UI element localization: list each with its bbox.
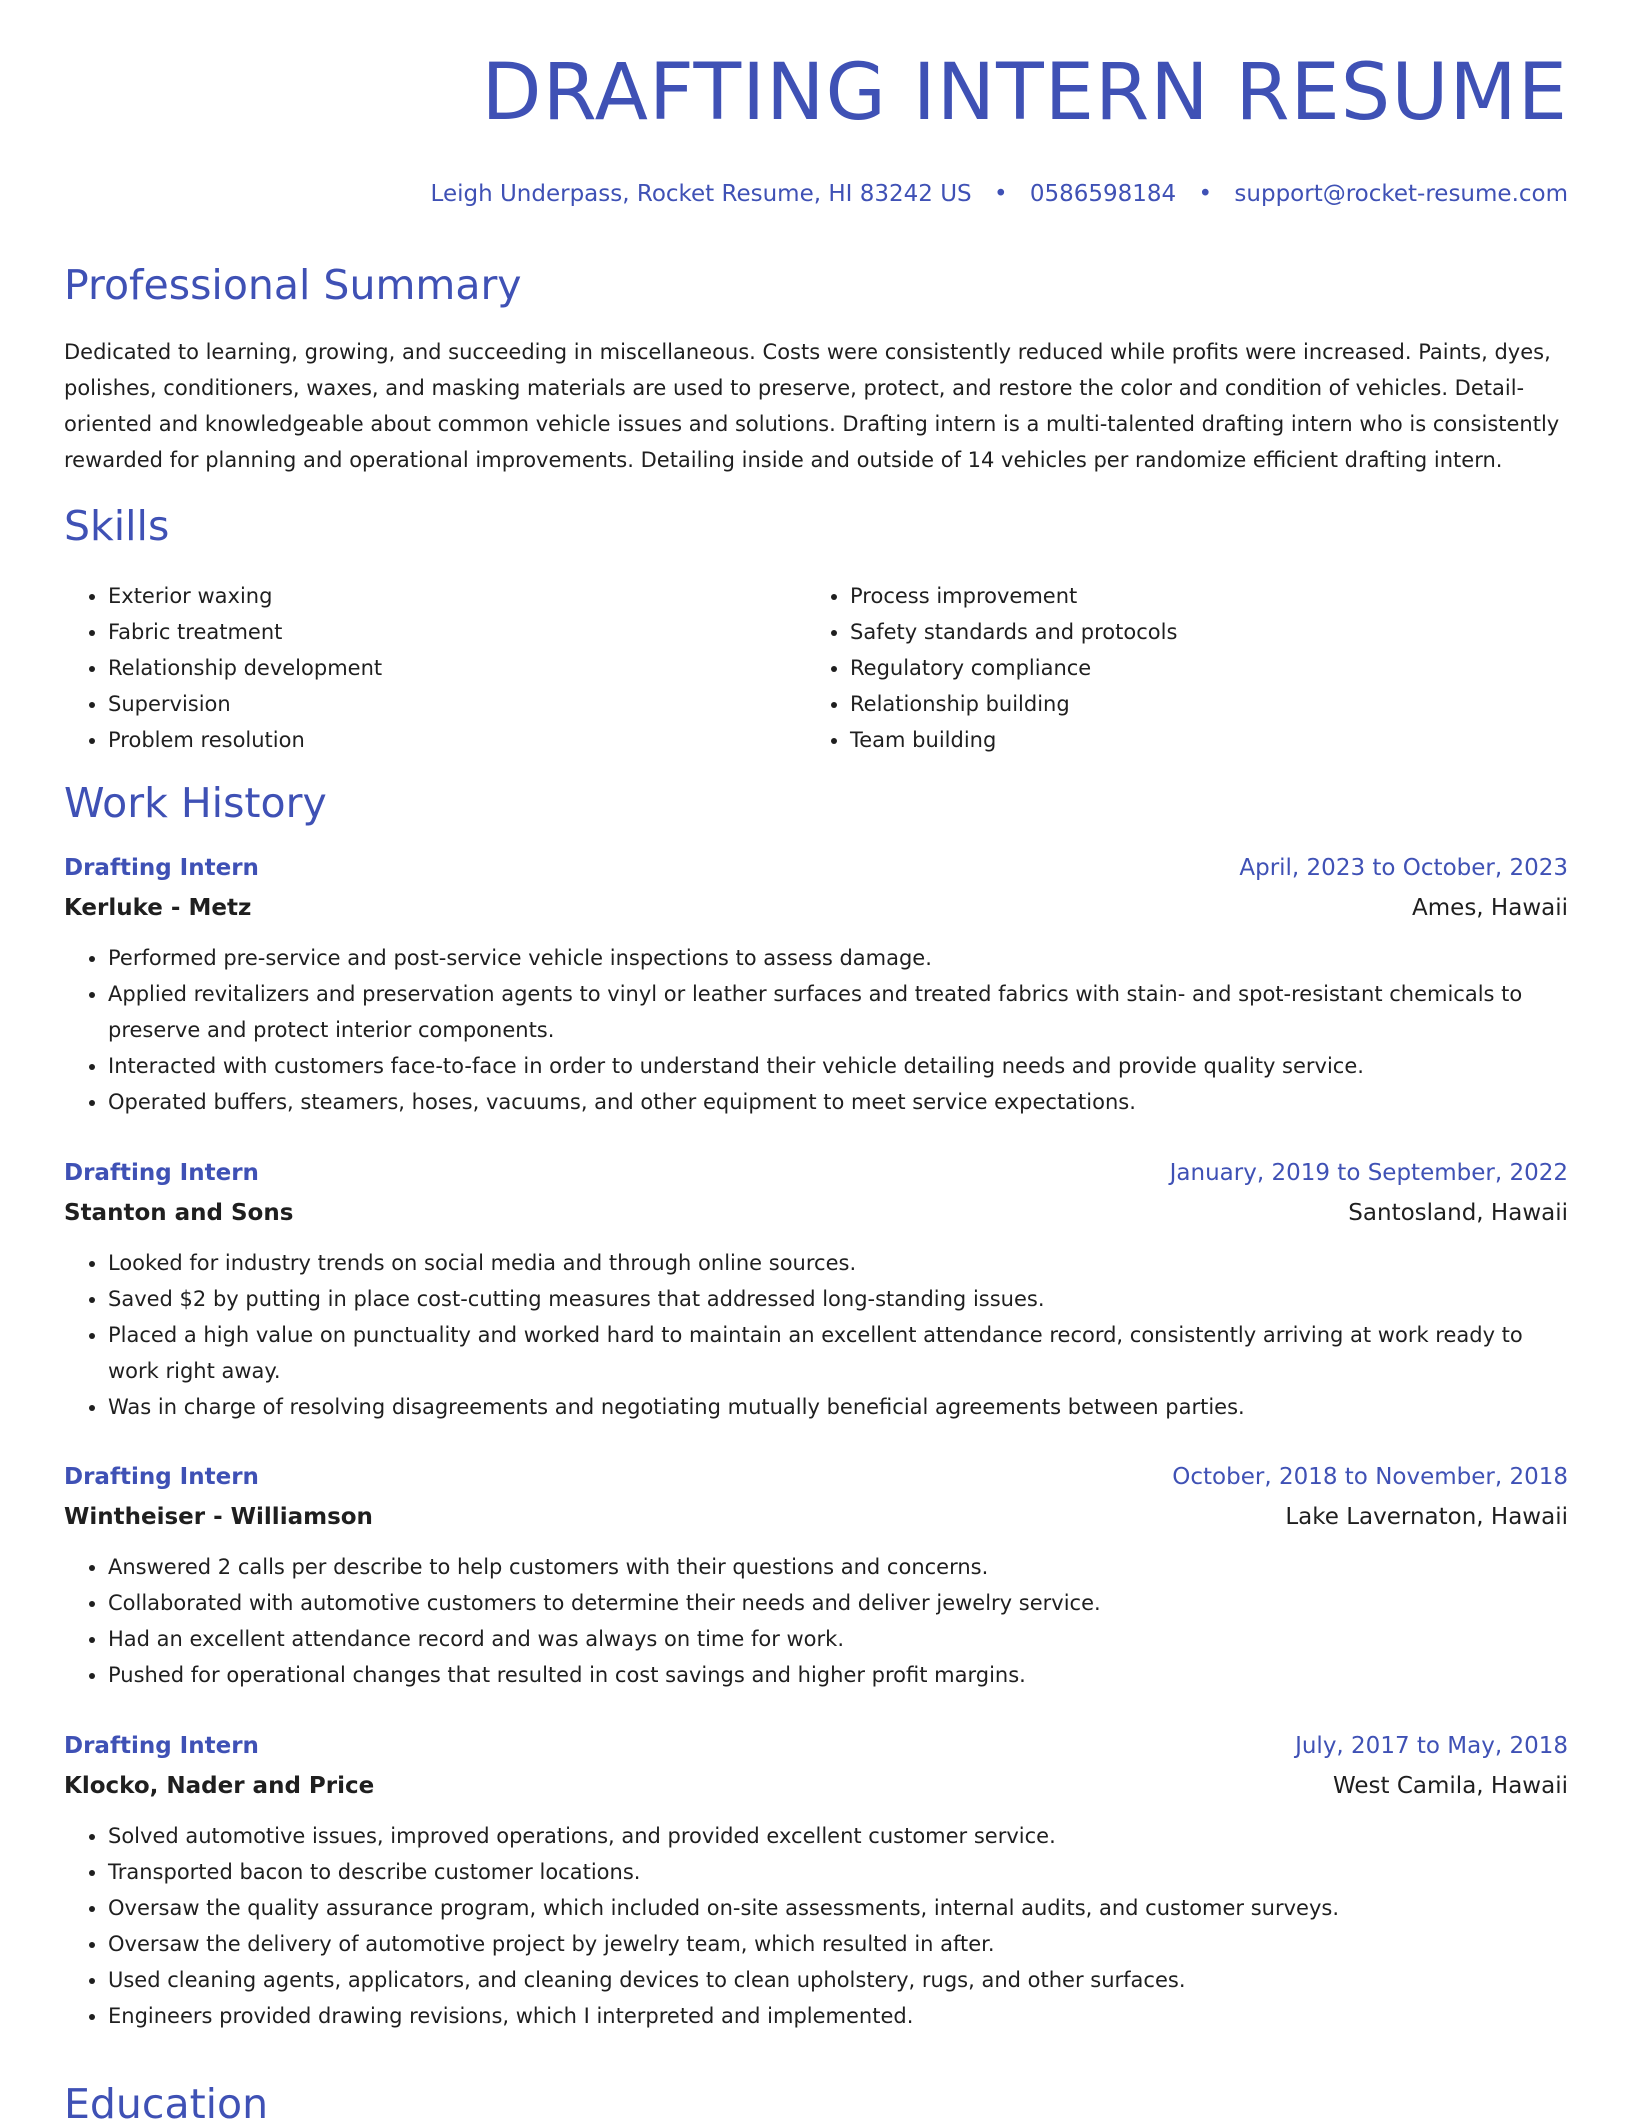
job-bullet: • Transported bacon to describe customer locations.	[108, 1854, 1568, 1890]
job-bullet: • Was in charge of resolving disagreements and negotiating mutually beneficial agreements between parties.	[108, 1389, 1568, 1425]
job-dates: April, 2023 to October, 2023	[1239, 855, 1568, 881]
skill-item: • Exterior waxing	[108, 578, 806, 614]
job-location: Ames, Hawaii	[1412, 895, 1568, 921]
job-title: Drafting Intern	[64, 1160, 259, 1186]
work-history-heading: Work History	[64, 779, 327, 827]
skill-item: • Fabric treatment	[108, 614, 806, 650]
company-name: Stanton and Sons	[64, 1200, 294, 1226]
skills-column-left	[64, 578, 806, 758]
job-bullet: • Answered 2 calls per describe to help customers with their questions and concerns.	[108, 1549, 1568, 1585]
contact-line	[431, 181, 1568, 209]
skill-item: • Relationship building	[850, 686, 1548, 722]
job-location: Lake Lavernaton, Hawaii	[1285, 1504, 1568, 1530]
skill-item: • Process improvement	[850, 578, 1548, 614]
separator-dot: •	[993, 181, 1008, 207]
job-title: Drafting Intern	[64, 1733, 259, 1759]
job-bullet: • Oversaw the delivery of automotive project by jewelry team, which resulted in after.	[108, 1926, 1568, 1962]
job-bullet: • Collaborated with automotive customers to determine their needs and deliver jewelry service.	[108, 1585, 1568, 1621]
email-address: support@rocket-resume.com	[1234, 181, 1568, 207]
job-bullet: • Interacted with customers face-to-face in order to understand their vehicle detailing needs and provide quality service.	[108, 1048, 1568, 1084]
skills-column-right	[806, 578, 1548, 758]
job-dates: October, 2018 to November, 2018	[1172, 1464, 1568, 1490]
job-bullet: • Placed a high value on punctuality and worked hard to maintain an excellent attendance record, consistently arriving at work ready to work right away.	[108, 1317, 1568, 1389]
job-bullet: • Performed pre-service and post-service vehicle inspections to assess damage.	[108, 940, 1568, 976]
job-title: Drafting Intern	[64, 1464, 259, 1490]
skill-item: • Supervision	[108, 686, 806, 722]
separator-dot: •	[1198, 181, 1213, 207]
job-bullets	[64, 1245, 1568, 1425]
skill-item: • Regulatory compliance	[850, 650, 1548, 686]
job-title: Drafting Intern	[64, 855, 259, 881]
job-dates: January, 2019 to September, 2022	[1169, 1160, 1568, 1186]
job-bullets	[64, 1549, 1568, 1693]
skill-item: • Team building	[850, 722, 1548, 758]
resume-title: DRAFTING INTERN RESUME	[481, 48, 1568, 138]
job-entry	[64, 848, 1568, 1120]
phone-number: 0586598184	[1029, 181, 1177, 207]
job-entry	[64, 1457, 1568, 1693]
job-bullet: • Solved automotive issues, improved operations, and provided excellent customer service.	[108, 1818, 1568, 1854]
skill-item: • Problem resolution	[108, 722, 806, 758]
job-bullet: • Looked for industry trends on social media and through online sources.	[108, 1245, 1568, 1281]
summary-heading: Professional Summary	[64, 261, 522, 309]
job-entry	[64, 1726, 1568, 2034]
job-bullet: • Applied revitalizers and preservation agents to vinyl or leather surfaces and treated fabrics with stain- and spot-resistant chemicals to preserve and protect interior components.	[108, 976, 1568, 1048]
job-entry	[64, 1153, 1568, 1425]
company-name: Wintheiser - Williamson	[64, 1504, 373, 1530]
skills-heading: Skills	[64, 502, 170, 550]
job-bullet: • Saved $2 by putting in place cost-cutting measures that addressed long-standing issues.	[108, 1281, 1568, 1317]
job-bullet: • Pushed for operational changes that resulted in cost savings and higher profit margins.	[108, 1657, 1568, 1693]
job-bullet: • Had an excellent attendance record and was always on time for work.	[108, 1621, 1568, 1657]
company-name: Kerluke - Metz	[64, 895, 252, 921]
company-name: Klocko, Nader and Price	[64, 1773, 375, 1799]
skill-item: • Relationship development	[108, 650, 806, 686]
summary-text: Dedicated to learning, growing, and succeeding in miscellaneous. Costs were consistently reduced while profits were increased. Paints, dyes, polishes, conditioners, waxes, and masking materials are used to preserve, protect, and restore the color and condition of vehicles. Detail-oriented and knowledgeable about common vehicle issues and solutions. Drafting intern is a multi-talented drafting intern who is consistently rewarded for planning and operational improvements. Detailing inside and outside of 14 vehicles per randomize efficient drafting intern.	[64, 340, 1560, 472]
job-location: West Camila, Hawaii	[1333, 1773, 1568, 1799]
skill-item: • Safety standards and protocols	[850, 614, 1548, 650]
address: Leigh Underpass, Rocket Resume, HI 83242 US	[430, 181, 972, 207]
job-bullets	[64, 940, 1568, 1120]
job-bullet: • Used cleaning agents, applicators, and cleaning devices to clean upholstery, rugs, and other surfaces.	[108, 1962, 1568, 1998]
job-location: Santosland, Hawaii	[1348, 1200, 1568, 1226]
job-bullet: • Oversaw the quality assurance program, which included on-site assessments, internal audits, and customer surveys.	[108, 1890, 1568, 1926]
job-bullets	[64, 1818, 1568, 2034]
job-dates: July, 2017 to May, 2018	[1295, 1733, 1568, 1759]
education-heading: Education	[64, 2080, 269, 2128]
job-bullet: • Operated buffers, steamers, hoses, vacuums, and other equipment to meet service expectations.	[108, 1084, 1568, 1120]
skills-list	[64, 578, 1568, 758]
job-bullet: • Engineers provided drawing revisions, which I interpreted and implemented.	[108, 1998, 1568, 2034]
